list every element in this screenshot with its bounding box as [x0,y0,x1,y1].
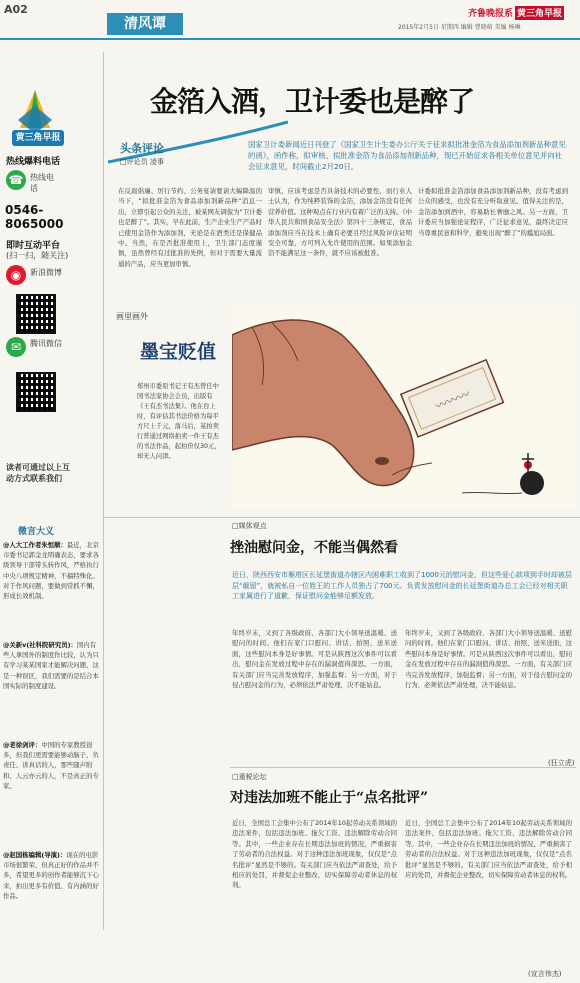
article-column-3: 计委拟批准金箔添加食品添加剂新品种，没有考虑到公众的感受，也没有充分听取意见。值得关注的是，金箔添加到酒中，容易助长奢靡之风。另一方面，卫计委应当加强论证程序，广泛征求意见，最终决定应当尊重民意和科学，避免出现“醉了”的尴尬局面。 [418,187,568,237]
reader-note: 读者可通过以上互动方式联系我们 [6,463,70,483]
brand [468,6,574,20]
article-lede: 国家卫计委新闻近日刊登了《国家卫生计生委办公厅关于征求拟批准金箔为食品添加剂新品种意见的函》，函件称，拟审核、拟批准金箔为食品添加剂新品种，现已开始征求各相关单位意见并向社会征求意见，时间截止2月20日。 [248,140,566,171]
article3-author: (宣言伟杰) [528,970,562,978]
weibo-author: @关新v(社科院研究员)： [3,641,77,649]
weibo-item-1 [3,540,101,601]
weibo-author: @老徐剑评： [3,741,42,749]
article2-title: 挫油慰问金，不能当偶然看 [230,540,398,556]
section-tag: 头条评论 [120,142,164,155]
interact-subtitle: (扫一扫，随关注) [6,251,69,260]
article-column-1: 在反腐倡廉、厉行节约、公务宴请要请大幅降温的当下，“拟批准金箔为食品添加剂新品种”消息一出，立即引起公众的关注，被某网友调侃为“卫计委也是醉了”。其实，早在此前，生产企业生产产品时已使用金箔作为添加剂，无论是在酒类还是保健品中。当然，在是否批准使用上，卫生部门态度谨慎，虽然曾经有过批准的先例，但对于需要大量流通的产品，应当更加审慎。 [118,187,262,268]
hotline-number[interactable]: 0546-8065000 [5,203,64,231]
weibo-text: 国内有些人拿国外的制度作比较，认为只有学习某某国家才能解决问题，这是一种误区，我们需要的是结合本国实际的制度建设。 [3,641,99,690]
wechat-qr-code[interactable] [16,372,56,412]
page-number: A02 [4,3,28,16]
article2-tag: □媒体观点 [232,522,267,530]
wechat-icon: ✉ [6,337,26,357]
weibo-author: @赵国栋编辑(导演)： [3,851,67,859]
section-divider-1 [104,517,580,518]
hotline-label: 热线电话 [30,173,54,193]
weibo-text: 中国的专家教授很多，但我们更需要能够动脑子、负责任、讲真话的人，那些随声附和、人云亦云的人，不是真正的专家。 [3,741,99,790]
sidebar-logo-text: 黄三角早报 [12,130,64,146]
art-body: 郑州市委原书记王有杰曾任中国书法家协会会员，出版有《王有杰书法集》。他在台上时，有评估其书法价格为每平方尺上千元，落马后，某拍卖行普通过网络拍卖一件王有杰的书法作品，起拍价仅30元，却无人问津。 [137,383,221,460]
weibo-item-2 [3,640,101,691]
article3-title: 对违法加班不能止于“点名批评” [230,790,429,806]
sidebar-divider [103,52,104,930]
weibo-text: 现在的电影市场很繁荣，但真正好的作品并不多，希望更多的创作者能够沉下心来，拍出更多有价值、有内涵的好作品。 [3,851,99,900]
article2-lede: 近日，陕西西安市雁塔区长延堡街道办辖区内困难职工收到了1000元的慰问金，但这些爱心款项到手时却被层层“截留”，就被私自一位姓王的工作人员独占了700元。负责发放慰问金的长延堡街道办总工会已经对相关职工家属进行了道歉，保证慰问金能够足额发放。 [232,571,572,600]
weibo-qr-code[interactable] [16,294,56,334]
phone-icon: ☎ [6,170,26,190]
article2-body: 年终岁末，又到了各级政府、各部门大小领导送温暖、送慰问的时间。他们在家门口慰问、讲话、拍照、送米送面，这些慰问本身是好事情。可是从陕西这次事件可以看出，慰问金在发放过程中存在的漏洞值得深思。一方面，有关部门应当完善发放程序，加强监督；另一方面，对于侵占慰问金的行为，必须依法严肃处理，决不能姑息。 [232,629,397,690]
article2-author: (狂立虎) [548,759,575,767]
weibo-label: 新浪微博 [30,268,62,277]
hotline-title: 热线爆料电话 [6,157,61,167]
article3-body-cont: 近日，全国总工会集中公布了2014年10起劳动关系领域的违法案件，包括违法加班、拖欠工资、违法解除劳动合同等。其中，一些企业存在长期违法加班的情况，严重损害了劳动者的合法权益。对于这种违法加班现象，仅仅是“点名批评”显然是不够的。有关部门应当依法严肃查处，给予相应的处罚，并督促企业整改，切实保障劳动者休息的权利。 [405,819,572,880]
brand-sub: 黄三角早报 [515,6,564,20]
header-divider [0,38,580,40]
weibo-item-4 [3,850,101,901]
byline: □评论员 凌事 [120,158,164,166]
column-title: 清风谭 [107,13,183,35]
art-title: 墨宝贬值 [140,341,217,363]
article3-body: 近日，全国总工会集中公布了2014年10起劳动关系领域的违法案件，包括违法加班、拖欠工资、违法解除劳动合同等。其中，一些企业存在长期违法加班的情况，严重损害了劳动者的合法权益。对于这种违法加班现象，仅仅是“点名批评”显然是不够的。有关部门应当依法严肃查处，给予相应的处罚，并督促企业整改，切实保障劳动者休息的权利。 [232,819,397,890]
horse-cartoon-illustration [232,305,576,507]
weibo-icon: ◉ [6,265,26,285]
weibo-item-3 [3,740,101,791]
weibo-section-title: 微言大义 [18,527,55,537]
art-section-tag: 画里画外 [116,312,148,321]
article2-body-cont: 年终岁末，又到了各级政府、各部门大小领导送温暖、送慰问的时间。他们在家门口慰问、讲话、拍照、送米送面，这些慰问本身是好事情。可是从陕西这次事件可以看出，慰问金在发放过程中存在的漏洞值得深思。一方面，有关部门应当完善发放程序，加强监督；另一方面，对于侵占慰问金的行为，必须依法严肃处理，决不能姑息。 [405,629,572,690]
weibo-author: @人大工作者朱恒顺： [3,541,67,549]
weibo-text: 最近，北京市委书记郭金龙明确表态，要求各级领导干部带头转作风，严格执行中央八项规定精神，不搞特殊化。对于作风问题，要做到常抓不懈，形成长效机制。 [3,541,99,601]
interact-title: 即时互动平台 [6,241,61,251]
main-headline: 金箔入酒，卫计委也是醉了 [150,85,475,118]
brand-main: 齐鲁晚报系 [468,9,514,19]
article3-tag: □重税论坛 [232,773,267,781]
wechat-label: 腾讯微信 [30,339,62,348]
svg-text:〰〰〰: 〰〰〰 [433,386,473,414]
article-column-2: 审慎，应该考虑是否具备技术的必要性，而行业人士认为，作为纯粹装饰的金箔，添加金箔没有任何营养价值。这种观点在行业内有着广泛的支持。《中华人民共和国食品安全法》第四十三条规定，食品添加剂应当在技术上确有必要且经过风险评估证明安全可靠，方可列入允许使用的范围。如果添加金箔不能满足这一条件，就不应该被批准。 [268,187,412,258]
issue-meta: 2015年2月5日 星期四 编辑 曹晓萌 美编 杨琳 [398,24,521,31]
section-divider-2 [230,767,576,768]
